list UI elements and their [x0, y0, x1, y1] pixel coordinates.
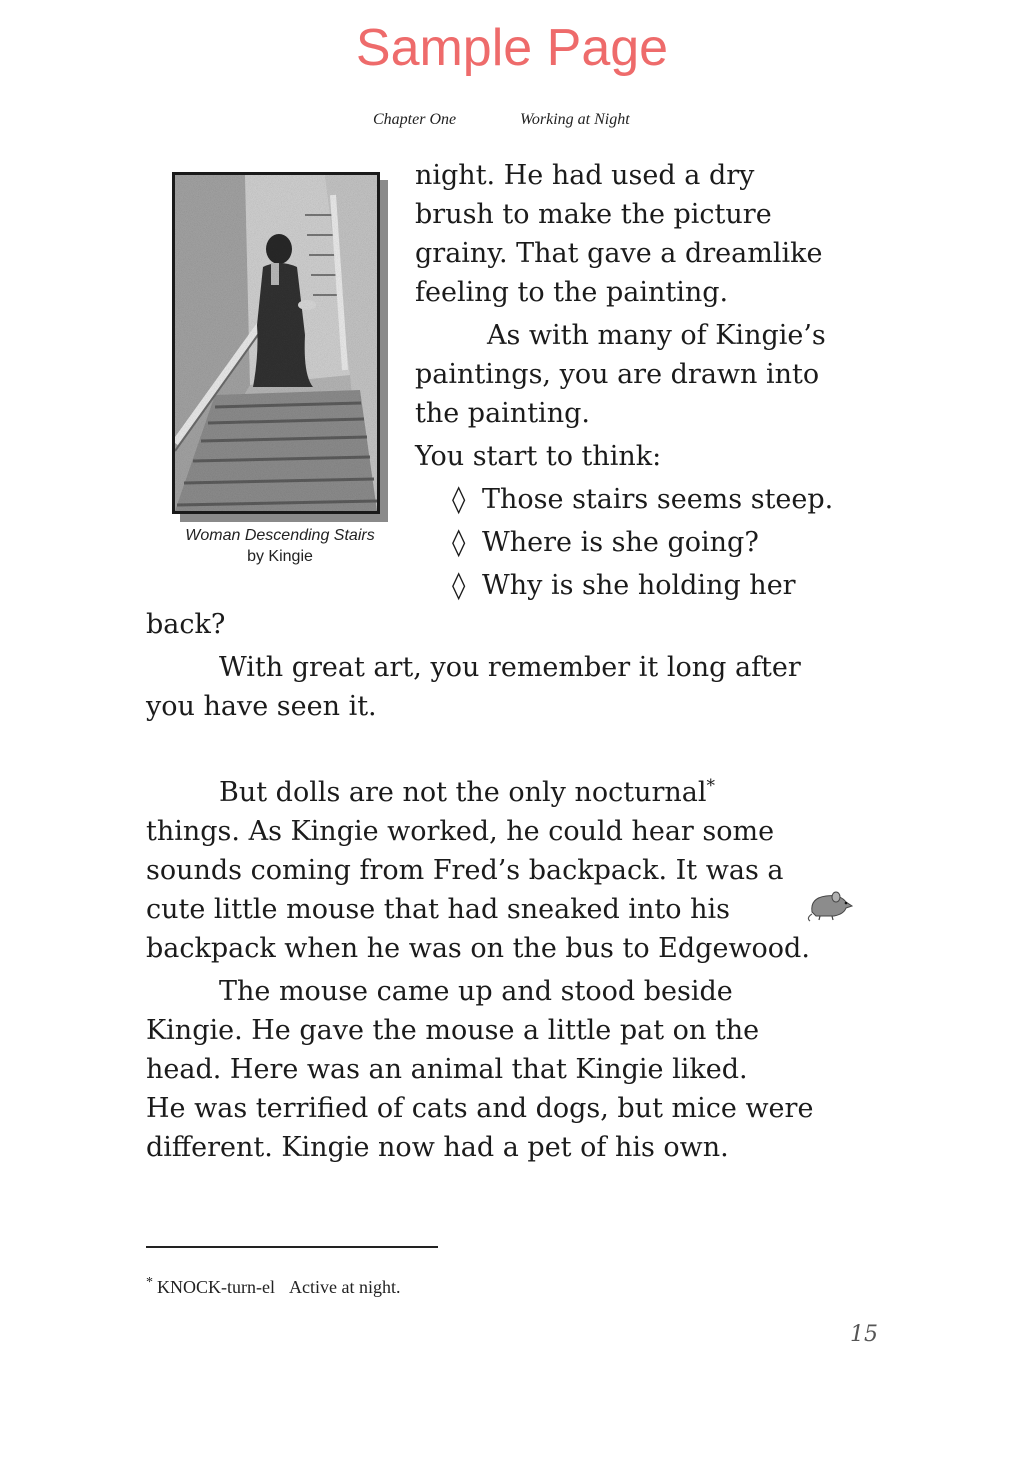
body-line: sounds coming from Fred’s backpack. It was a [146, 855, 784, 886]
running-head-title: Working at Night [520, 111, 630, 128]
diamond-bullet-icon: ◊ [452, 570, 466, 601]
body-line: head. Here was an animal that Kingie liked. [146, 1054, 748, 1085]
bullet-item [452, 486, 833, 513]
body-line: You start to think: [415, 441, 662, 472]
body-line: you have seen it. [146, 691, 377, 722]
body-line: As with many of Kingie’s [487, 320, 826, 351]
footnote-divider [146, 1246, 438, 1248]
stairs-painting-icon [175, 175, 377, 511]
footnote [146, 1275, 400, 1298]
body-line [219, 776, 716, 808]
footnote-marker: * [146, 1275, 153, 1290]
sample-page-watermark: Sample Page [355, 19, 669, 77]
bullet-text: Those stairs seems steep. [482, 484, 834, 515]
nocturnal-line-text: But dolls are not the only nocturnal [219, 777, 707, 808]
body-line: He was terrified of cats and dogs, but mice were [146, 1093, 814, 1124]
mouse-icon [806, 888, 854, 922]
diamond-bullet-icon: ◊ [452, 484, 466, 515]
body-line: The mouse came up and stood beside [219, 976, 733, 1007]
footnote-reference[interactable]: * [706, 776, 716, 796]
page-number: 15 [850, 1322, 878, 1347]
diamond-bullet-icon: ◊ [452, 527, 466, 558]
woman-descending-stairs-image [172, 172, 380, 514]
bullet-text: Where is she going? [482, 527, 759, 558]
body-line: With great art, you remember it long after [219, 652, 801, 683]
bullet-text: Why is she holding her [482, 570, 796, 601]
body-line: the painting. [415, 398, 590, 429]
bullet-item [452, 572, 796, 599]
body-line: backpack when he was on the bus to Edgewood. [146, 933, 810, 964]
running-head-chapter: Chapter One [373, 111, 457, 128]
footnote-term: KNOCK-turn-el [157, 1277, 275, 1297]
body-line: brush to make the picture [415, 199, 772, 230]
body-line: Kingie. He gave the mouse a little pat on the [146, 1015, 760, 1046]
body-line: things. As Kingie worked, he could hear some [146, 816, 775, 847]
bullet-item [452, 529, 759, 556]
body-line: grainy. That gave a dreamlike [415, 238, 823, 269]
body-line: paintings, you are drawn into [415, 359, 820, 390]
body-line: different. Kingie now had a pet of his own. [146, 1132, 729, 1163]
body-line: back? [146, 609, 226, 640]
figure-caption-byline: by Kingie [247, 548, 313, 565]
footnote-definition: Active at night. [288, 1277, 401, 1297]
body-line: cute little mouse that had sneaked into his [146, 894, 730, 925]
body-line: night. He had used a dry [415, 160, 755, 191]
figure-caption-title: Woman Descending Stairs [185, 527, 375, 544]
body-line: feeling to the painting. [415, 277, 729, 308]
